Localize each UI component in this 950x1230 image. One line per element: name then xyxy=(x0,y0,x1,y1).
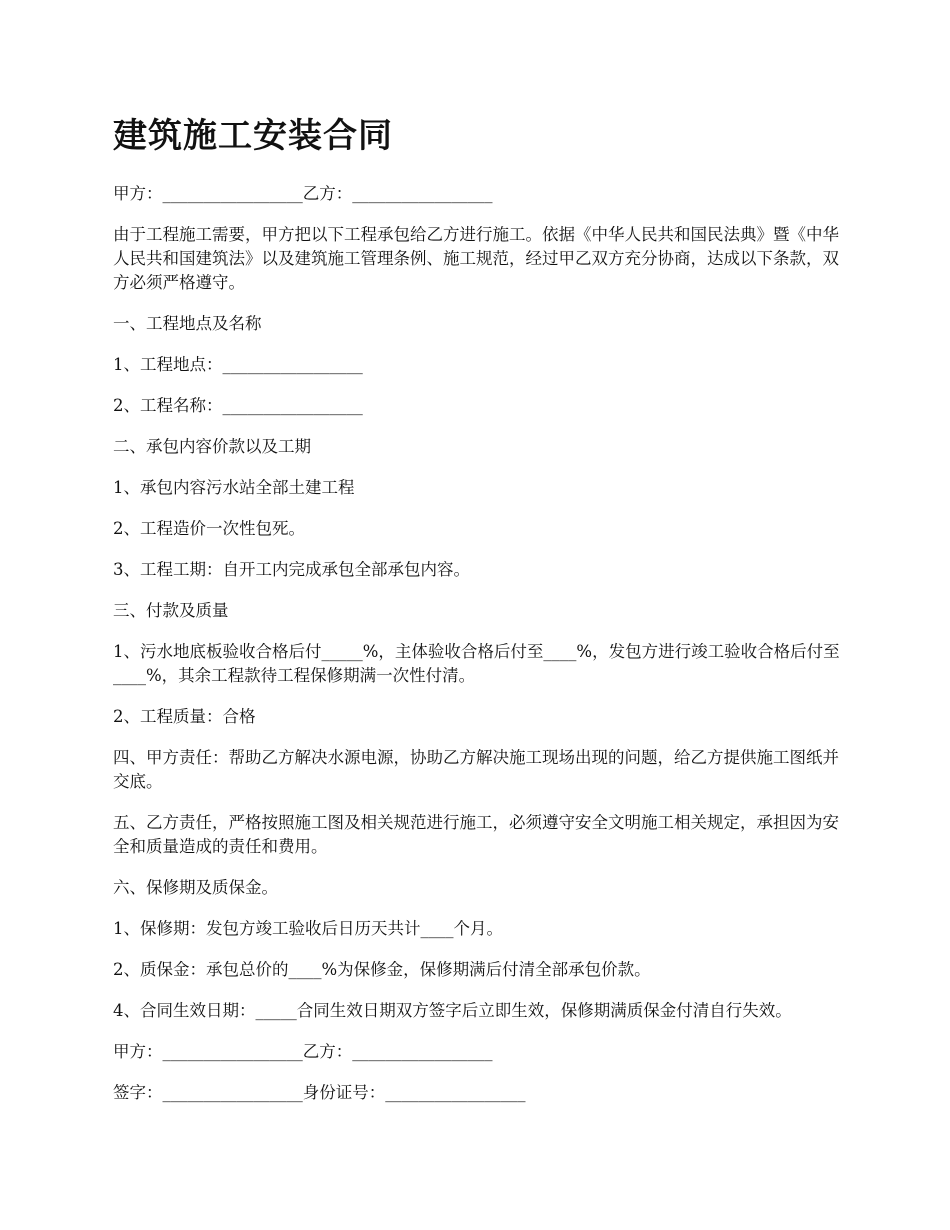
project-name-line: 2、工程名称：_________________ xyxy=(113,396,363,415)
quality-item: 2、工程质量：合格 xyxy=(113,707,256,726)
section-heading-scope: 二、承包内容价款以及工期 xyxy=(113,437,311,456)
price-item: 2、工程造价一次性包死。 xyxy=(113,519,305,538)
effective-date-item: 4、合同生效日期：_____合同生效日期双方签字后立即生效，保修期满质保金付清自行失效。 xyxy=(113,1001,792,1020)
section-heading-location: 一、工程地点及名称 xyxy=(113,314,262,333)
section-heading-warranty: 六、保修期及质保金。 xyxy=(113,878,278,897)
signature-id-line: 签字：_________________身份证号：_________________ xyxy=(113,1083,526,1102)
payment-item: 1、污水地底板验收合格后付_____%，主体验收合格后付至____%，发包方进行竣工验收合格后付至____%，其余工程款待工程保修期满一次性付清。 xyxy=(113,642,840,685)
retention-item: 2、质保金：承包总价的____%为保修金，保修期满后付清全部承包价款。 xyxy=(113,960,651,979)
intro-paragraph: 由于工程施工需要，甲方把以下工程承包给乙方进行施工。依据《中华人民共和国民法典》暨《中华人民共和国建筑法》以及建筑施工管理条例、施工规范，经过甲乙双方充分协商，达成以下条款，双方必须严格遵守。 xyxy=(113,225,839,292)
section-heading-payment: 三、付款及质量 xyxy=(113,601,229,620)
party-line: 甲方：_________________乙方：_________________ xyxy=(113,184,493,203)
project-location-line: 1、工程地点：_________________ xyxy=(113,355,363,374)
scope-item: 1、承包内容污水站全部土建工程 xyxy=(113,478,355,497)
schedule-item: 3、工程工期：自开工内完成承包全部承包内容。 xyxy=(113,560,470,579)
signature-party-line: 甲方：_________________乙方：_________________ xyxy=(113,1042,493,1061)
party-a-responsibility: 四、甲方责任：帮助乙方解决水源电源，协助乙方解决施工现场出现的问题，给乙方提供施工图纸并交底。 xyxy=(113,748,839,791)
party-b-responsibility: 五、乙方责任，严格按照施工图及相关规范进行施工，必须遵守安全文明施工相关规定，承担因为安全和质量造成的责任和费用。 xyxy=(113,813,839,856)
document-title: 建筑施工安装合同 xyxy=(113,116,393,156)
warranty-period-item: 1、保修期：发包方竣工验收后日历天共计____个月。 xyxy=(113,919,503,938)
